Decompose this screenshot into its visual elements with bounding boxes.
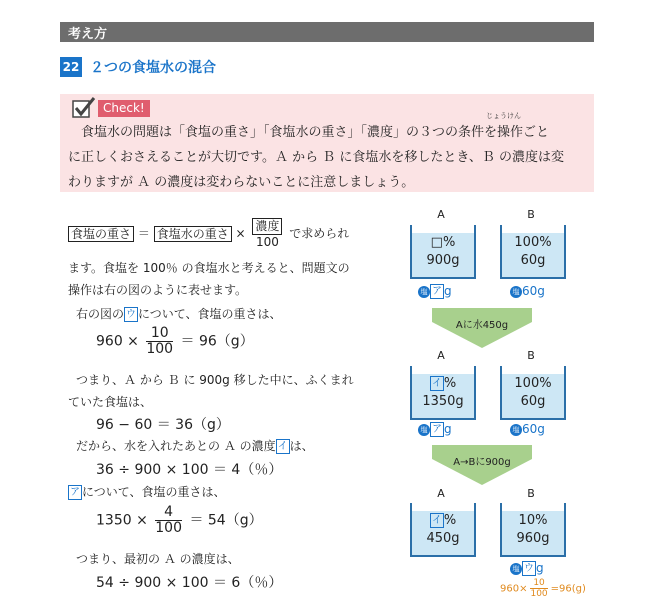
beaker-concentration: 100%	[514, 235, 552, 250]
fraction-numerator: 10	[530, 578, 547, 589]
beaker-concentration	[412, 376, 474, 391]
beaker-concentration: 10%	[518, 513, 548, 528]
fraction	[146, 326, 173, 357]
text-line: ていた食塩は、	[68, 395, 153, 409]
mark-a: ア	[432, 286, 442, 297]
text-fragment: について、食塩の重さは、	[138, 307, 282, 321]
arrow-label: Aに水450g	[455, 320, 509, 331]
calc-part: =96(g)	[550, 583, 586, 595]
text-line	[68, 483, 388, 500]
beaker-weight: 60g	[520, 253, 546, 268]
equation-2: 96 − 60 ＝ 36（g）	[96, 417, 230, 433]
salt-b	[510, 422, 545, 436]
fraction-numerator: 濃度	[252, 218, 282, 235]
beaker-weight: 1350g	[422, 394, 464, 409]
arrow-label: A→Bに900g	[453, 457, 511, 468]
fraction-denominator: 100	[530, 589, 548, 599]
fraction-denominator: 100	[155, 520, 182, 536]
boxed-solution-weight: 食塩水の重さ	[154, 226, 232, 242]
mark-u: ウ	[524, 563, 534, 574]
label-a: A	[437, 487, 445, 500]
section-title: ２つの食塩水の混合	[90, 60, 216, 76]
calc-part: 960×	[500, 583, 528, 595]
beaker-concentration	[412, 513, 474, 528]
salt-icon: 塩	[510, 286, 522, 298]
beaker-concentration: 100%	[514, 376, 552, 391]
equation-3: 36 ÷ 900 × 100 ＝ 4（％）	[96, 462, 283, 478]
eq-part: 960 ×	[96, 333, 139, 350]
label-a: A	[437, 208, 445, 221]
label-b: B	[527, 487, 535, 500]
text-line: つまり、Ａ から Ｂ に 900g 移した中に、ふくまれ	[76, 373, 354, 387]
text-line: ます。食塩を 100％ の食塩水と考えると、問題文の	[68, 261, 350, 275]
salt-value: 60g	[522, 284, 545, 298]
label-b: B	[527, 208, 535, 221]
beaker-b	[500, 366, 566, 420]
section-header	[60, 22, 594, 42]
salt-unit: g	[444, 422, 452, 436]
beaker-b	[500, 225, 566, 279]
check-line-1: 食塩水の問題は「食塩の重さ」「食塩水の重さ」「濃度」の３つの条件を操作ごと	[81, 125, 550, 140]
checkmark-icon	[72, 96, 96, 118]
text-line: 操作は右の図のように表せます。	[68, 283, 248, 297]
text-fragment: 右の図の	[76, 307, 125, 321]
salt-icon: 塩	[510, 563, 522, 575]
fraction-numerator: 10	[146, 326, 173, 342]
salt-unit: g	[444, 284, 452, 298]
header-title: 考え方	[68, 27, 108, 42]
eq-part: 1350 ×	[96, 512, 148, 529]
beaker-concentration: □%	[430, 235, 456, 250]
check-text	[68, 120, 588, 195]
orange-calc	[500, 578, 586, 599]
equation-4	[96, 505, 416, 536]
check-line-2: に正しくおさえることが大切です。Ａ から Ｂ に食塩水を移したとき、Ｂ の濃度は変	[68, 150, 564, 165]
salt-icon: 塩	[418, 286, 430, 298]
salt-b	[510, 284, 545, 298]
fraction-denominator: 100	[255, 235, 279, 249]
times-sign: ×	[235, 226, 246, 241]
mark-u: ウ	[126, 309, 137, 320]
fraction-numerator: 4	[155, 505, 182, 521]
beaker-a	[410, 503, 476, 557]
text-line	[76, 305, 396, 322]
equation-1	[96, 326, 416, 357]
salt-value: 60g	[522, 422, 545, 436]
text-fragment: だから、水を入れたあとの Ａ の濃度	[76, 439, 276, 453]
salt-icon: 塩	[510, 424, 522, 436]
fraction-concentration	[252, 218, 282, 250]
mark-i: イ	[431, 515, 442, 526]
equals-sign: ＝	[137, 226, 150, 241]
ruby-text: じょうけん	[486, 112, 521, 120]
mark-i: イ	[431, 378, 442, 389]
equation-5: 54 ÷ 900 × 100 ＝ 6（％）	[96, 575, 283, 591]
salt-a	[418, 422, 452, 437]
text-fragment: について、食塩の重さは、	[82, 485, 226, 499]
check-label: Check!	[98, 100, 150, 117]
beaker-weight: 60g	[520, 394, 546, 409]
fraction	[155, 505, 182, 536]
salt-icon: 塩	[418, 424, 430, 436]
text-line: つまり、最初の Ａ の濃度は、	[76, 552, 240, 566]
mark-a: ア	[70, 487, 80, 498]
salt-b	[510, 561, 544, 576]
formula-line	[68, 218, 388, 250]
calc-fraction	[530, 578, 547, 599]
mark-a: ア	[432, 424, 442, 435]
text-line	[76, 437, 396, 454]
beaker-weight: 450g	[426, 531, 460, 546]
salt-unit: g	[536, 561, 544, 575]
fraction-denominator: 100	[146, 341, 174, 357]
eq-part: ＝ 96（g）	[180, 333, 254, 350]
label-b: B	[527, 349, 535, 362]
beaker-a	[410, 225, 476, 279]
formula-tail: で求められ	[289, 226, 350, 241]
section-number: 22	[60, 57, 82, 77]
check-line-3: わりますが Ａ の濃度は変わらないことに注意しましょう。	[68, 175, 415, 190]
beaker-b	[500, 503, 566, 557]
beaker-a	[410, 366, 476, 420]
beaker-weight: 960g	[516, 531, 550, 546]
eq-part: ＝ 54（g）	[189, 512, 263, 529]
text-fragment: は、	[289, 439, 314, 453]
unit: %	[443, 376, 457, 391]
unit: %	[443, 513, 457, 528]
label-a: A	[437, 349, 445, 362]
beaker-weight: 900g	[426, 253, 460, 268]
salt-a	[418, 284, 452, 299]
boxed-salt-weight: 食塩の重さ	[68, 226, 134, 242]
mark-i: イ	[277, 441, 288, 452]
